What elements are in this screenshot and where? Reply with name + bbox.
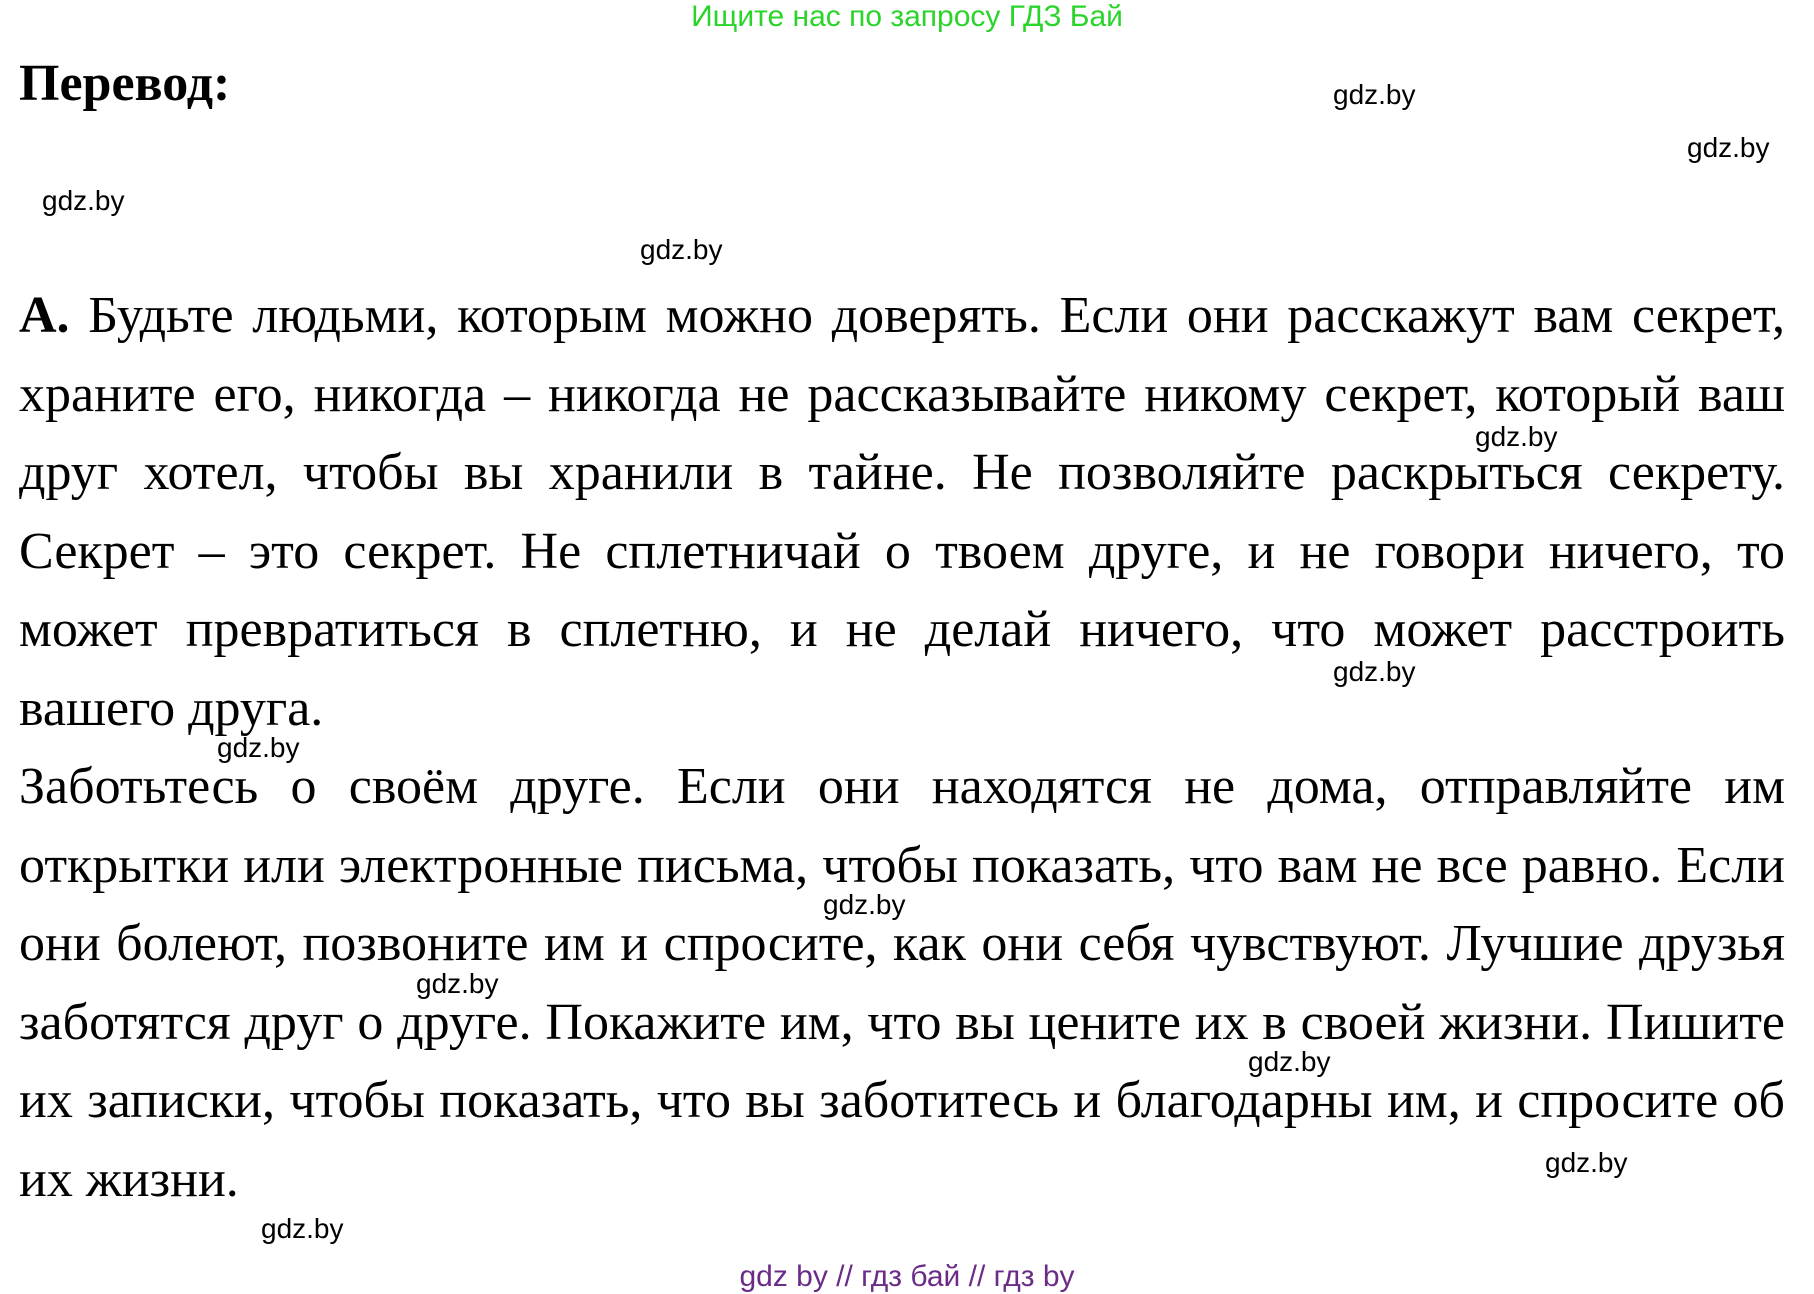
watermark: gdz.by: [1248, 1046, 1331, 1077]
paragraph-b: Заботьтесь о своём друге. Если они находятся не дома, отправляйте им открытки или электронные письма, чтобы показать, что вам не все равно. Если они болеют, позвоните им и спросите, как они себя чувствуют. Лучшие друзья заботятся друг о друге. Покажите им, что вы цените их в своей жизни. Пишите их записки, чтобы показать, что вы заботитесь и благодарны им, и спросите об их жизни.: [19, 758, 1785, 1208]
page-title: Перевод:: [19, 55, 231, 112]
watermark: gdz.by: [823, 889, 906, 920]
paragraph-a: [19, 277, 1785, 748]
watermark: gdz.by: [1333, 79, 1416, 110]
top-banner: Ищите нас по запросу ГДЗ Бай: [691, 0, 1123, 33]
watermark: gdz.by: [1333, 656, 1416, 687]
paragraph-a-text: Будьте людьми, которым можно доверять. Если они расскажут вам секрет, храните его, никогда – никогда не рассказывайте никому секрет, который ваш друг хотел, чтобы вы хранили в тайне. Не позволяйте раскрыться секрету. Секрет – это секрет. Не сплетничай о твоем друге, и не говори ничего, то может превратиться в сплетню, и не делай ничего, что может расстроить вашего друга.: [19, 287, 1785, 737]
watermark: gdz.by: [640, 234, 723, 265]
watermark: gdz.by: [416, 968, 499, 999]
paragraph-marker: A.: [19, 287, 70, 344]
watermark: gdz.by: [1687, 132, 1770, 163]
watermark: gdz.by: [42, 185, 125, 216]
watermark: gdz.by: [261, 1213, 344, 1244]
watermark: gdz.by: [1545, 1147, 1628, 1178]
footer-links: gdz by // гдз бай // гдз by: [739, 1260, 1075, 1293]
watermark: gdz.by: [217, 732, 300, 763]
watermark: gdz.by: [1475, 421, 1558, 452]
